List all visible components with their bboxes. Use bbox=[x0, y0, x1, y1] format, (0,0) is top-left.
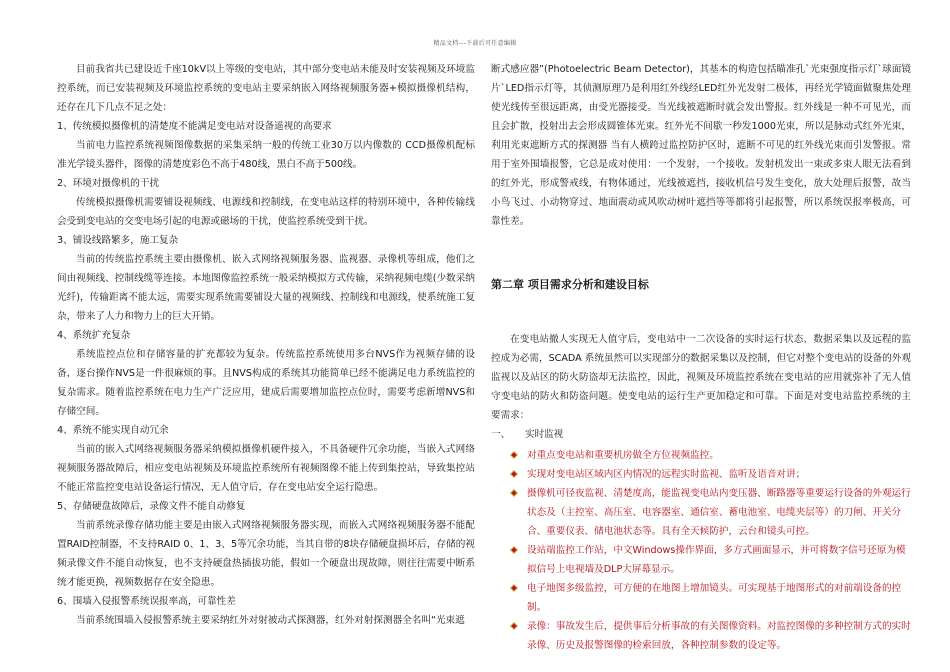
item-heading: 2、环境对摄像机的干扰 bbox=[57, 178, 160, 189]
item-body: 当前的传统监控系统主要由摄像机、嵌入式网络视频服务器、监视器、录像机等组成，他们之间由视频线、控制线缆等连接。本地图像监控系统一般采纳模拟方式传输，采纳视频电缆(少数采纳光纤)，传输距离不能太远，需要实现系统需要铺设大量的视频线、控制线和电源线，使系统施工复杂，带来了人力和物力上的巨大开销。 bbox=[57, 254, 475, 322]
item-body: 传统模拟摄像机需要铺设视频线、电源线和控制线，在变电站这样的特别环境中，各种传输线会受到变电站的交变电场引起的电源或磁场的干扰，使监控系统受到干扰。 bbox=[57, 197, 475, 227]
list-item-text: 对重点变电站和重要机房做全方位视频监控。 bbox=[527, 450, 719, 461]
item-body: 当前电力监控系统视频图像数据的采集采纳一般的传统工业30万以内像数的 CCD摄像机配标准光学镜头器件，图像的清楚度彩色不高于480线，黑白不高于500线。 bbox=[57, 140, 475, 170]
list-item bbox=[491, 465, 911, 484]
chapter-title: 第二章 项目需求分析和建设目标 bbox=[491, 278, 649, 291]
bullet-diamond-icon bbox=[510, 470, 518, 478]
list-item bbox=[491, 541, 911, 579]
page-header: 精品文档---下载后可任意编辑 bbox=[433, 40, 517, 47]
bullet-diamond-icon bbox=[510, 451, 518, 459]
section-heading bbox=[491, 425, 911, 444]
list-item bbox=[491, 446, 911, 465]
chapter-intro: 在变电站撤人实现无人值守后，变电站中一二次设备的实时运行状态、数据采集以及远程的监控成为必需，SCADA 系统虽然可以实现部分的数据采集以及控制，但它对整个变电站的设备的外观监视以及站区的防火防盗却无法监控，因此，视频及环境监控系统在变电站的应用就弥补了无人值守变电站的防火和防盗问题。使变电站的运行生产更加稳定和可靠。下面是对变电站监控系统的主要需求： bbox=[491, 334, 911, 421]
item-body: 当前系统围墙入侵报警系统主要采纳红外对射被动式探测器，红外对射探测器全名叫“光束遮 bbox=[76, 615, 465, 626]
item-body: 当前系统录像存储功能主要是由嵌入式网络视频服务器实现，而嵌入式网络视频服务器不能配置RAID控制器，不支持RAID 0、1、3、5等冗余功能，当其自带的8块存储硬盘损坏后，存储的视频录像文件不能自动恢复，也不支持硬盘热插拔功能，假如一个硬盘出现故障，则往往需要中断系统才能更换，视频数据存在安全隐患。 bbox=[57, 520, 475, 588]
item-heading: 5、存储硬盘故障后，录像文件不能自动修复 bbox=[57, 501, 246, 512]
section-title: 实时监视 bbox=[525, 429, 564, 440]
right-column bbox=[491, 60, 911, 655]
list-item-text: 摄像机可径夜监视、清楚度高，能监视变电站内变压器、断路器等重要运行设备的外观运行状态及（主控室、高压室、电容器室、通信室、蓄电池室、电缆夹层等）的刀闸、开关分合、重要仪表、储电池状态等。具有全天候防护，云台和镜头可控。 bbox=[527, 488, 911, 537]
requirements-list bbox=[491, 446, 911, 655]
bullet-diamond-icon bbox=[510, 584, 518, 592]
list-item-text: 录像：事故发生后，提供事后分析事故的有关图像资料。对监控图像的多种控制方式的实时录像、历史及报警图像的检索回放，各种控制参数的设定等。 bbox=[527, 621, 911, 651]
list-item bbox=[491, 617, 911, 655]
left-column bbox=[57, 60, 475, 630]
bullet-diamond-icon bbox=[510, 622, 518, 630]
intro-paragraph: 目前我省共已建设近千座10kV以上等级的变电站，其中部分变电站未能及时安装视频及环境监控系统，而已安装视频及环境监控系统的变电站主要采纳嵌入网络视频服务器+模拟摄像机结构，还存在几下几点不足之处： bbox=[57, 64, 475, 113]
list-item-text: 实现对变电站区域内区内情况的远程实时监视、监听及语音对讲； bbox=[527, 469, 806, 480]
bullet-diamond-icon bbox=[510, 489, 518, 497]
item-heading: 4、系统扩充复杂 bbox=[57, 330, 131, 341]
list-item-text: 设站端监控工作站，中文Windows操作界面，多方式画面显示，并可将数字信号还原为模拟信号上电视墙及DLP大屏幕显示。 bbox=[527, 545, 906, 575]
list-item bbox=[491, 579, 911, 617]
list-item bbox=[491, 484, 911, 541]
continuation-paragraph: 断式感应器”(Photoelectric Beam Detector)，其基本的构造包括瞄准孔`光束强度指示灯`球面镜片`LED指示灯等，其侦测原理乃是利用红外线经LED红外光发射二极体，再经光学镜面做聚焦处理使光线传至很远距离，由受光器接受。当光线被遮断时就会发出警报。红外线是一种不可见光，而且会扩散，投射出去会形成圆锥体光束。红外光不间歇一秒发1000光束，所以是脉动式红外光束，利用光束遮断方式的探测器 当有人横跨过监控防护区时，遮断不可见的红外线光束而引发警报。常用于室外围墙报警，它总是成对使用：一个发射，一个接收。发射机发出一束或多束人眼无法看到的红外光，形成警戒线，有物体通过，光线被遮挡，接收机信号发生变化，放大处理后报警，故当小鸟飞过、小动物穿过、地面震动或风吹动树叶遮挡等等都将引起报警，所以系统误报率极高，可靠性差。 bbox=[491, 64, 911, 227]
item-body: 当前的嵌入式网络视频服务器采纳模拟摄像机硬件接入，不具备硬件冗余功能，当嵌入式网络视频服务器故障后，相应变电站视频及环境监控系统所有视频图像不能上传到集控站，导致集控站不能正常监控变电站设备运行情况，无人值守后，存在变电站安全运行隐患。 bbox=[57, 444, 475, 493]
item-heading: 4、系统不能实现自动冗余 bbox=[57, 425, 169, 436]
item-heading: 6、围墙入侵报警系统误报率高，可靠性差 bbox=[57, 596, 236, 607]
item-heading: 3、铺设线路繁多，施工复杂 bbox=[57, 235, 179, 246]
item-body: 系统监控点位和存储容量的扩充都较为复杂。传统监控系统使用多台NVS作为视频存储的设备，逐台操作NVS是一件很麻烦的事。且NVS构成的系统其功能简单已经不能满足电力系统监控的复杂需求。随着监控系统在电力生产广泛应用，建成后需要增加监控点位时，需要考虑新增NVS和存储空间。 bbox=[57, 349, 475, 417]
item-heading: 1、传统模拟摄像机的清楚度不能满足变电站对设备遥视的高要求 bbox=[57, 121, 332, 132]
section-number: 一、 bbox=[491, 429, 511, 440]
list-item-text: 电子地图多级监控，可方便的在地图上增加镜头。可实现基于地图形式的对前端设备的控制。 bbox=[527, 583, 902, 613]
bullet-diamond-icon bbox=[510, 546, 518, 554]
